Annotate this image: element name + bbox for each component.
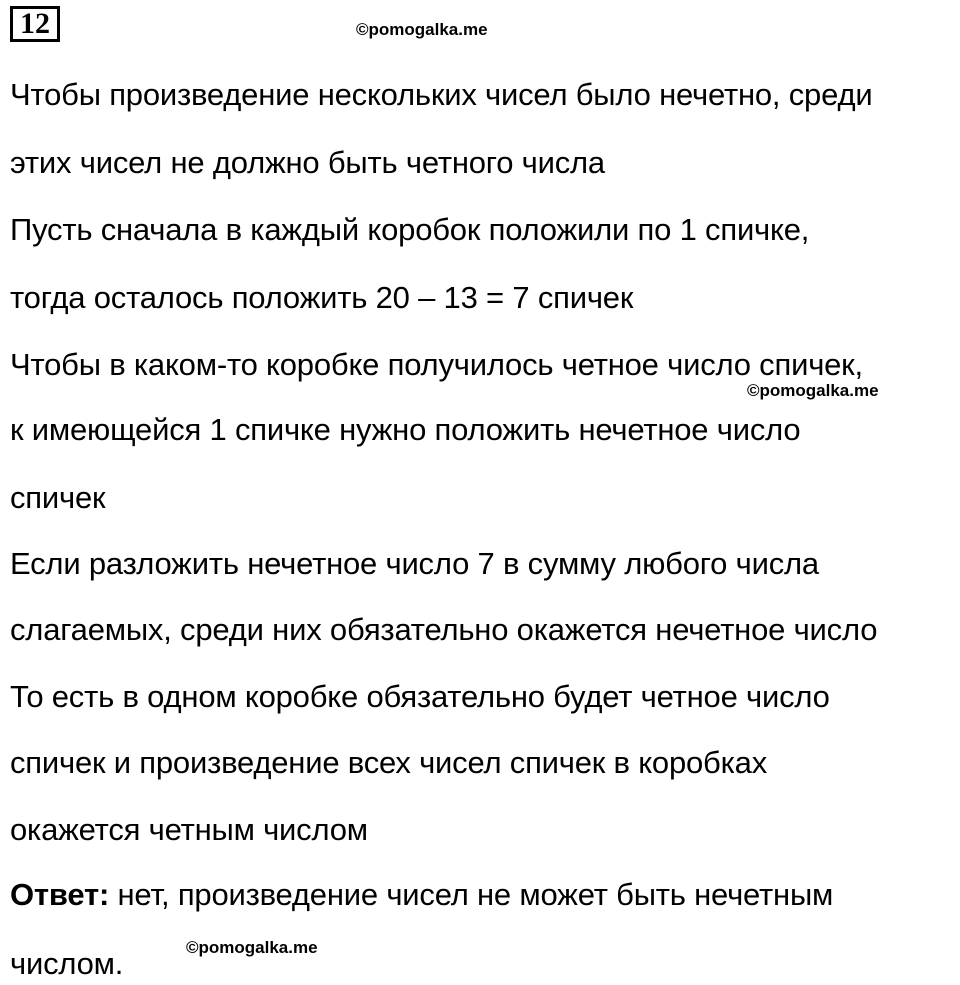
solution-line-4: тогда осталось положить 20 – 13 = 7 спичек [10, 280, 634, 315]
watermark-top: ©pomogalka.me [356, 20, 488, 39]
solution-line-1: Чтобы произведение нескольких чисел было нечетно, среди [10, 77, 873, 112]
answer-text: нет, произведение чисел не может быть нечетным [109, 877, 834, 912]
watermark-middle: ©pomogalka.me [747, 381, 879, 400]
solution-line-11: спичек и произведение всех чисел спичек в коробках [10, 745, 767, 780]
answer-line-2: числом. [10, 946, 124, 981]
solution-line-10: То есть в одном коробке обязательно будет четное число [10, 679, 830, 714]
solution-line-6: к имеющейся 1 спичке нужно положить нечетное число [10, 412, 801, 447]
solution-line-5: Чтобы в каком-то коробке получилось четное число спичек, [10, 347, 863, 382]
answer-label: Ответ: [10, 877, 110, 912]
solution-line-8: Если разложить нечетное число 7 в сумму любого числа [10, 546, 819, 581]
solution-line-2: этих чисел не должно быть четного числа [10, 145, 605, 180]
problem-number-box: 12 [10, 6, 60, 42]
solution-line-7: спичек [10, 480, 106, 515]
answer-line [10, 877, 833, 913]
solution-line-3: Пусть сначала в каждый коробок положили по 1 спичке, [10, 212, 810, 247]
solution-line-9: слагаемых, среди них обязательно окажется нечетное число [10, 612, 878, 647]
solution-line-12: окажется четным числом [10, 812, 368, 847]
watermark-bottom: ©pomogalka.me [186, 938, 318, 957]
